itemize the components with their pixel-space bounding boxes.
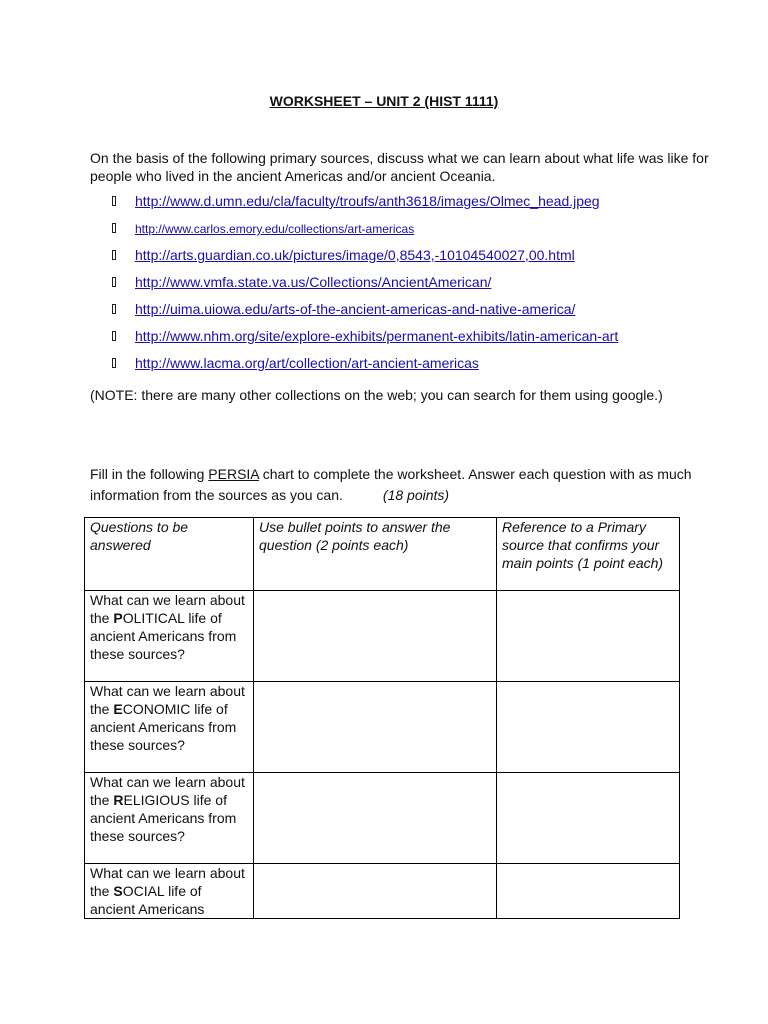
- answer-cell[interactable]: [254, 864, 497, 919]
- source-link[interactable]: http://www.vmfa.state.va.us/Collections/AncientAmerican/: [135, 274, 492, 290]
- instructions-text: chart to complete the worksheet. Answer each question with as much information from the sources as you can.: [90, 466, 692, 503]
- table-row: [85, 682, 680, 773]
- table-row: [85, 591, 680, 682]
- reference-cell[interactable]: [497, 682, 680, 773]
- question-text: What can we learn about the: [90, 683, 245, 717]
- instructions-paragraph: [90, 464, 710, 506]
- bullet-icon: [112, 358, 116, 368]
- question-text: OCIAL life of ancient Americans: [90, 883, 205, 917]
- table-row: [85, 773, 680, 864]
- source-link[interactable]: http://www.d.umn.edu/cla/faculty/troufs/anth3618/images/Olmec_head.jpeg: [135, 193, 600, 209]
- bullet-icon: [112, 277, 116, 287]
- question-cell-economic: [85, 682, 254, 773]
- answer-cell[interactable]: [254, 773, 497, 864]
- page-title: WORKSHEET – UNIT 2 (HIST 1111): [269, 93, 499, 109]
- instructions-text: Fill in the following: [90, 466, 209, 482]
- note-paragraph: (NOTE: there are many other collections on the web; you can search for them using google.): [90, 387, 663, 403]
- question-cell-political: [85, 591, 254, 682]
- reference-cell[interactable]: [497, 773, 680, 864]
- source-link[interactable]: http://www.lacma.org/art/collection/art-ancient-americas: [135, 355, 479, 371]
- answer-cell[interactable]: [254, 591, 497, 682]
- bullet-icon: [112, 331, 116, 341]
- table-header-row: [85, 518, 680, 591]
- reference-cell[interactable]: [497, 591, 680, 682]
- question-text: CONOMIC life of ancient Americans from these sources?: [90, 701, 237, 753]
- question-key-letter: S: [113, 883, 123, 899]
- persia-term: PERSIA: [208, 466, 259, 482]
- points-label: (18 points): [382, 487, 450, 503]
- question-text: What can we learn about the: [90, 865, 245, 899]
- intro-paragraph: On the basis of the following primary sources, discuss what we can learn about what life was like for people who lived in the ancient Americas and/or ancient Oceania.: [90, 150, 709, 184]
- source-link[interactable]: http://uima.uiowa.edu/arts-of-the-ancient-americas-and-native-america/: [135, 301, 576, 317]
- bullet-icon: [112, 250, 116, 260]
- bullet-icon: [112, 223, 116, 233]
- bullet-icon: [112, 304, 116, 314]
- question-text: What can we learn about the: [90, 774, 245, 808]
- question-text: What can we learn about the: [90, 592, 245, 626]
- question-key-letter: R: [113, 792, 124, 808]
- source-link[interactable]: http://www.nhm.org/site/explore-exhibits/permanent-exhibits/latin-american-art: [135, 328, 619, 344]
- source-link[interactable]: http://www.carlos.emory.edu/collections/art-americas: [135, 222, 415, 236]
- question-key-letter: P: [113, 610, 123, 626]
- question-text: OLITICAL life of ancient Americans from these sources?: [90, 610, 237, 662]
- persia-chart: [84, 517, 680, 919]
- question-text: ELIGIOUS life of ancient Americans from these sources?: [90, 792, 237, 844]
- bullet-icon: [112, 196, 116, 206]
- column-header-answers: Use bullet points to answer the question (2 points each): [254, 518, 497, 591]
- source-link[interactable]: http://arts.guardian.co.uk/pictures/image/0,8543,-10104540027,00.html: [135, 247, 575, 263]
- answer-cell[interactable]: [254, 682, 497, 773]
- reference-cell[interactable]: [497, 864, 680, 919]
- question-key-letter: E: [113, 701, 123, 717]
- table-row: [85, 864, 680, 919]
- question-cell-religious: [85, 773, 254, 864]
- column-header-references: Reference to a Primary source that confirms your main points (1 point each): [497, 518, 680, 591]
- question-cell-social: [85, 864, 254, 919]
- column-header-questions: Questions to be answered: [85, 518, 254, 591]
